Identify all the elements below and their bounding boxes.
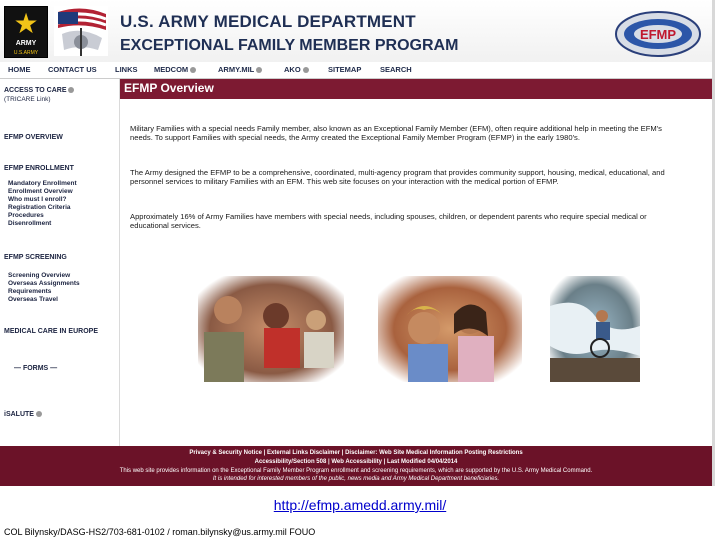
army-star-logo[interactable] [4,6,48,58]
external-link-icon [303,67,309,73]
main-content [120,79,712,446]
nav-ako-label: AKO [284,65,301,74]
star-icon: ★ [13,8,39,39]
slide-footer-contact: COL Bilynsky/DASG-HS2/703-681-0102 / roman.bilynsky@us.army.mil FOUO [4,527,316,537]
army-logo-subtext: U.S.ARMY [13,50,39,56]
sidebar-item-overseas-assignments[interactable]: Overseas Assignments [8,280,80,287]
external-link-icon [256,67,262,73]
sidebar-isalute-label: iSALUTE [4,411,34,418]
sidebar-item-disenrollment[interactable]: Disenrollment [8,220,52,227]
sidebar-item-mandatory-enrollment[interactable]: Mandatory Enrollment [8,180,77,187]
sidebar-item-screening-overview[interactable]: Screening Overview [8,272,71,279]
sidebar-efmp-enrollment[interactable]: EFMP ENROLLMENT [4,165,74,172]
nav-medcom-link[interactable] [154,65,196,74]
website-url-link[interactable]: http://efmp.amedd.army.mil/ [273,497,447,513]
left-sidebar [0,79,120,446]
sidebar-access-to-care-label: ACCESS TO CARE [4,87,67,94]
efmp-logo-text: EFMP [639,27,677,42]
sidebar-item-procedures[interactable]: Procedures [8,212,44,219]
overview-paragraph-3: Approximately 16% of Army Families have members with special needs, including spouses, children, or dependent parents who require special medical or educational services. [130,212,647,231]
army-logo-text: ARMY [15,40,37,47]
sidebar-efmp-overview[interactable]: EFMP OVERVIEW [4,134,63,141]
external-link-icon [68,87,74,93]
sidebar-item-overseas-travel[interactable]: Overseas Travel [8,296,58,303]
nav-medcom-label: MEDCOM [154,65,189,74]
efmp-program-logo[interactable] [614,10,702,58]
footer-description-line2: It is intended for interested members of the public, news media and Army Medical Department beneficiaries. [212,476,500,482]
nav-army-mil-link[interactable] [218,65,262,74]
nav-search-link[interactable]: SEARCH [380,65,412,74]
sidebar-item-who-must-enroll[interactable]: Who must I enroll? [8,196,67,203]
sidebar-tricare-link[interactable]: (TRICARE Link) [4,96,51,103]
sidebar-item-requirements[interactable]: Requirements [8,288,52,295]
footer-links-line2[interactable]: Accessibility/Section 508 | Web Accessibility | Last Modified 04/04/2014 [254,459,458,465]
external-link-icon [36,411,42,417]
top-navigation [0,62,712,79]
overview-paragraph-1: Military Families with a special needs Family member, also known as an Exceptional Family Member (EFM), often require additional help in meeting the EFM's needs. To support Families with special needs, the Army created the Exceptional Family Member Program (EFMP) in the early 1980's. [130,124,662,143]
sidebar-efmp-screening[interactable]: EFMP SCREENING [4,254,67,261]
page-title: EFMP Overview [124,81,214,95]
footer-links-line1[interactable]: Privacy & Security Notice | External Links Disclaimer | Disclaimer: Web Site Medical Information Posting Restrictions [189,450,523,456]
header-title-line2: EXCEPTIONAL FAMILY MEMBER PROGRAM [120,37,459,54]
external-link-icon [190,67,196,73]
nav-army-mil-label: ARMY.MIL [218,65,255,74]
site-footer [0,446,712,486]
footer-description-line1: This web site provides information on the Exceptional Family Member Program enrollment and screening requirements, which are supported by the U.S. Army Medical Command. [119,468,593,474]
overview-paragraph-2: The Army designed the EFMP to be a comprehensive, coordinated, multi-agency program that provides community support, housing, medical, educational, and personnel services to military Families with an EFM. This web site focuses on your interaction with the medical portion of EFMP. [130,168,665,187]
nav-home-link[interactable]: HOME [8,65,31,74]
section-banner [120,79,712,99]
wheelchair-waterfall-photo [550,276,640,382]
site-header [0,0,712,62]
sidebar-isalute[interactable] [4,411,42,418]
nav-sitemap-link[interactable]: SITEMAP [328,65,362,74]
nav-ako-link[interactable] [284,65,309,74]
sidebar-medical-care-europe[interactable]: MEDICAL CARE IN EUROPE [4,328,98,335]
family-photo-mother-children [378,276,522,382]
nav-contact-us-link[interactable]: CONTACT US [48,65,97,74]
flag-caduceus-emblem [52,4,110,58]
sidebar-access-to-care[interactable] [4,87,74,94]
sidebar-forms[interactable]: — FORMS — [14,365,58,372]
sidebar-item-registration-criteria[interactable]: Registration Criteria [8,204,71,211]
sidebar-item-enrollment-overview[interactable]: Enrollment Overview [8,188,73,195]
nav-links-link[interactable]: LINKS [115,65,138,74]
family-photo-soldier [198,276,344,382]
header-title-line1: U.S. ARMY MEDICAL DEPARTMENT [120,12,416,31]
